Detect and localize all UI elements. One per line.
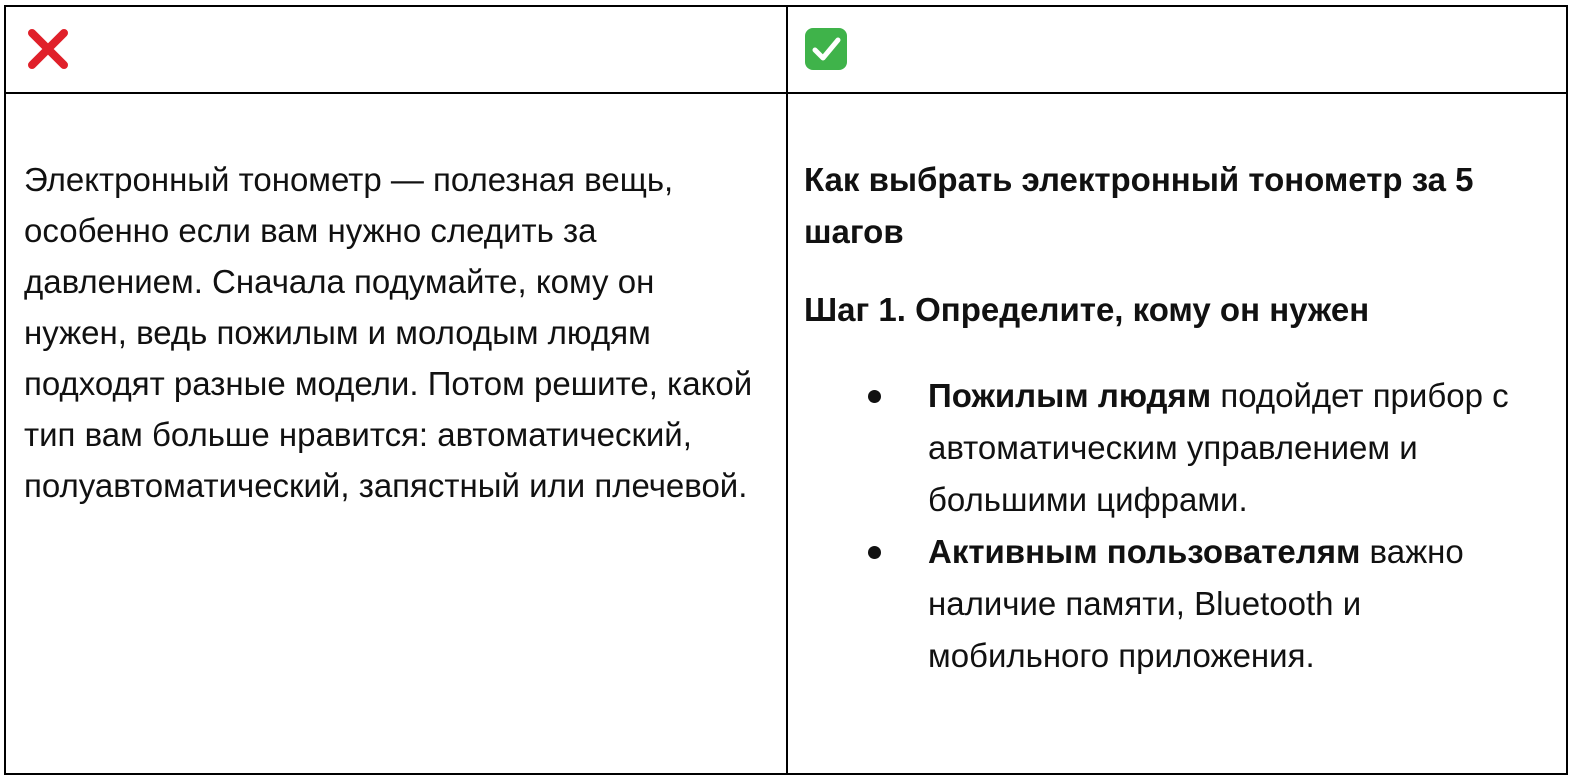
cross-mark-icon [26, 27, 70, 71]
header-cell-good [788, 7, 1566, 92]
list-item [868, 526, 1528, 682]
bad-example-text: Электронный тонометр — полезная вещь, особенно если вам нужно следить за давлением. Сначала подумайте, кому он нужен, ведь пожилым и молодым людям подходят разные модели. Потом решите, какой тип вам больше нравится: автоматический, полуавтоматический, запястный или плечевой. [24, 161, 753, 504]
good-example-cell [788, 94, 1566, 773]
list-item-strong: Пожилым людям [928, 377, 1212, 414]
bullet-icon [868, 546, 881, 559]
list-item-strong: Активным пользователям [928, 533, 1361, 570]
list-item-text: подойдет прибор с автоматическим управлением и большими цифрами. [928, 377, 1509, 518]
good-example-title: Как выбрать электронный тонометр за 5 шагов [804, 161, 1474, 250]
good-example-step-heading: Шаг 1. Определите, кому он нужен [804, 291, 1370, 328]
bullet-icon [868, 390, 881, 403]
list-item-text: важно наличие памяти, Bluetooth и мобильного приложения. [928, 533, 1464, 674]
good-example-bullet-list [868, 370, 1528, 682]
list-item [868, 370, 1528, 526]
bad-example-cell [6, 94, 786, 773]
check-mark-icon [804, 27, 848, 71]
header-cell-bad [6, 7, 786, 92]
comparison-table [4, 5, 1568, 775]
